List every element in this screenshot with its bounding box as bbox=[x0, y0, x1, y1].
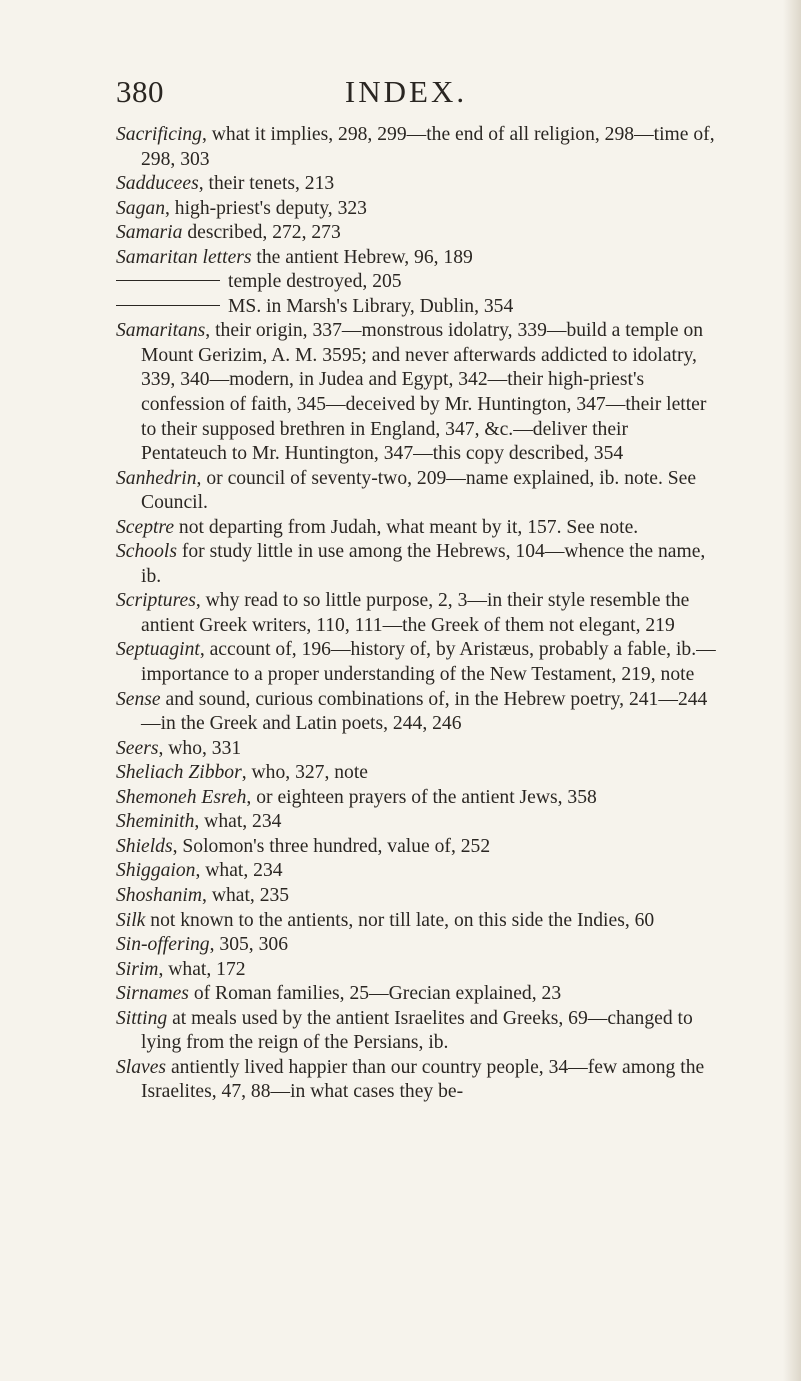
entry-text: , what, 234 bbox=[195, 860, 283, 882]
index-entry bbox=[116, 933, 716, 958]
index-entry bbox=[116, 516, 716, 541]
entry-headword: Samaritans bbox=[116, 320, 206, 342]
entry-headword: Sheminith bbox=[116, 811, 195, 833]
entry-headword: Scriptures bbox=[116, 590, 196, 612]
entry-headword: Sense bbox=[116, 688, 161, 710]
ditto-dash bbox=[116, 280, 220, 281]
entry-headword: Sacrificing bbox=[116, 124, 202, 145]
index-entry bbox=[116, 761, 716, 786]
entry-text: , who, 327, note bbox=[241, 762, 368, 784]
entry-text: , their origin, 337—monstrous idolatry, 339—build a temple on Mount Gerizim, A. M. 3595; and never afterwards addicted to idolatry, 339, 340—modern, in Judea and Egypt, 342—their high-priest's confession of faith, 345—deceived by Mr. Huntington, 347—their letter to their supposed brethren in England, 347, &c.—deliver their Pentateuch to Mr. Huntington, 347—this copy described, 354 bbox=[141, 320, 707, 465]
entry-headword: Sadducees bbox=[116, 173, 199, 195]
entry-text: described, 272, 273 bbox=[182, 222, 341, 244]
page-header bbox=[116, 74, 696, 114]
index-entry bbox=[116, 786, 716, 811]
index-entries bbox=[116, 123, 716, 1105]
entry-text: , account of, 196—history of, by Aristæus, probably a fable, ib.—importance to a proper understanding of the New Testament, 219, note bbox=[141, 639, 716, 686]
entry-text: not known to the antients, nor till late, on this side the Indies, 60 bbox=[145, 909, 655, 931]
index-entry bbox=[116, 1056, 716, 1105]
index-entry bbox=[116, 982, 716, 1007]
entry-headword: Samaria bbox=[116, 222, 183, 244]
index-subentry bbox=[116, 270, 716, 295]
index-entry bbox=[116, 958, 716, 983]
entry-text: antiently lived happier than our country people, 34—few among the Israelites, 47, 88—in what cases they be- bbox=[141, 1056, 705, 1103]
entry-text: , or council of seventy-two, 209—name explained, ib. note. See Council. bbox=[141, 467, 697, 514]
entry-headword: Sceptre bbox=[116, 516, 175, 538]
entry-text: temple destroyed, 205 bbox=[228, 271, 402, 293]
running-title: INDEX. bbox=[344, 74, 468, 109]
entry-headword: Slaves bbox=[116, 1056, 167, 1078]
entry-text: , their tenets, 213 bbox=[198, 173, 335, 195]
entry-headword: Sagan bbox=[116, 197, 165, 219]
entry-text: for study little in use among the Hebrews, 104—whence the name, ib. bbox=[141, 541, 706, 587]
entry-headword: Sirim bbox=[116, 958, 159, 980]
index-entry bbox=[116, 688, 716, 737]
entry-headword: Shiggaion bbox=[116, 860, 196, 882]
index-entry bbox=[116, 1007, 716, 1056]
entry-text: , high-priest's deputy, 323 bbox=[164, 197, 367, 219]
index-entry bbox=[116, 810, 716, 835]
entry-headword: Sanhedrin bbox=[116, 467, 197, 489]
entry-headword: Silk bbox=[116, 909, 146, 931]
entry-headword: Septuagint bbox=[116, 639, 200, 661]
entry-text: not departing from Judah, what meant by it, 157. See note. bbox=[174, 516, 639, 538]
entry-text: , what, 172 bbox=[158, 958, 246, 980]
entry-headword: Sitting bbox=[116, 1007, 168, 1029]
entry-text: at meals used by the antient Israelites and Greeks, 69—changed to lying from the reign of the Persians, ib. bbox=[141, 1007, 693, 1054]
index-entry bbox=[116, 246, 716, 271]
index-entry bbox=[116, 172, 716, 197]
index-entry bbox=[116, 859, 716, 884]
entry-headword: Sin-offering bbox=[116, 934, 210, 956]
index-entry bbox=[116, 221, 716, 246]
entry-text: the antient Hebrew, 96, 189 bbox=[251, 246, 473, 268]
entry-headword: Shoshanim bbox=[116, 884, 203, 906]
index-entry bbox=[116, 123, 716, 172]
entry-headword: Seers bbox=[116, 737, 159, 759]
page-number: 380 bbox=[116, 74, 164, 109]
index-entry bbox=[116, 737, 716, 762]
entry-headword: Shields bbox=[116, 835, 173, 857]
entry-text: , what, 234 bbox=[194, 811, 282, 833]
entry-text: , 305, 306 bbox=[209, 934, 288, 956]
entry-text: , why read to so little purpose, 2, 3—in their style resemble the antient Greek writers, 110, 111—the Greek of them not elegant, 219 bbox=[141, 590, 690, 636]
entry-headword: Samaritan letters bbox=[116, 246, 252, 268]
index-entry bbox=[116, 197, 716, 222]
index-entry bbox=[116, 835, 716, 860]
index-entry bbox=[116, 540, 716, 589]
index-entry bbox=[116, 884, 716, 909]
entry-text: , Solomon's three hundred, value of, 252 bbox=[172, 835, 491, 857]
entry-text: , who, 331 bbox=[158, 737, 242, 759]
entry-text: and sound, curious combinations of, in the Hebrew poetry, 241—244—in the Greek and Latin poets, 244, 246 bbox=[141, 688, 708, 735]
index-entry bbox=[116, 638, 716, 687]
entry-headword: Sheliach Zibbor bbox=[116, 762, 242, 784]
entry-headword: Shemoneh Esreh bbox=[116, 786, 247, 808]
index-entry bbox=[116, 589, 716, 638]
index-entry bbox=[116, 909, 716, 934]
index-entry bbox=[116, 467, 716, 516]
entry-text: MS. in Marsh's Library, Dublin, 354 bbox=[228, 295, 514, 317]
entry-text: , what it implies, 298, 299—the end of all religion, 298—time of, 298, 303 bbox=[141, 124, 715, 170]
index-subentry bbox=[116, 295, 716, 320]
ditto-dash bbox=[116, 305, 220, 306]
entry-text: , what, 235 bbox=[202, 884, 290, 906]
entry-text: , or eighteen prayers of the antient Jews, 358 bbox=[246, 786, 597, 808]
index-entry bbox=[116, 319, 716, 466]
entry-text: of Roman families, 25—Grecian explained, 23 bbox=[188, 983, 562, 1005]
entry-headword: Sirnames bbox=[116, 983, 189, 1005]
entry-headword: Schools bbox=[116, 541, 177, 563]
page-edge-shadow bbox=[783, 0, 801, 1381]
